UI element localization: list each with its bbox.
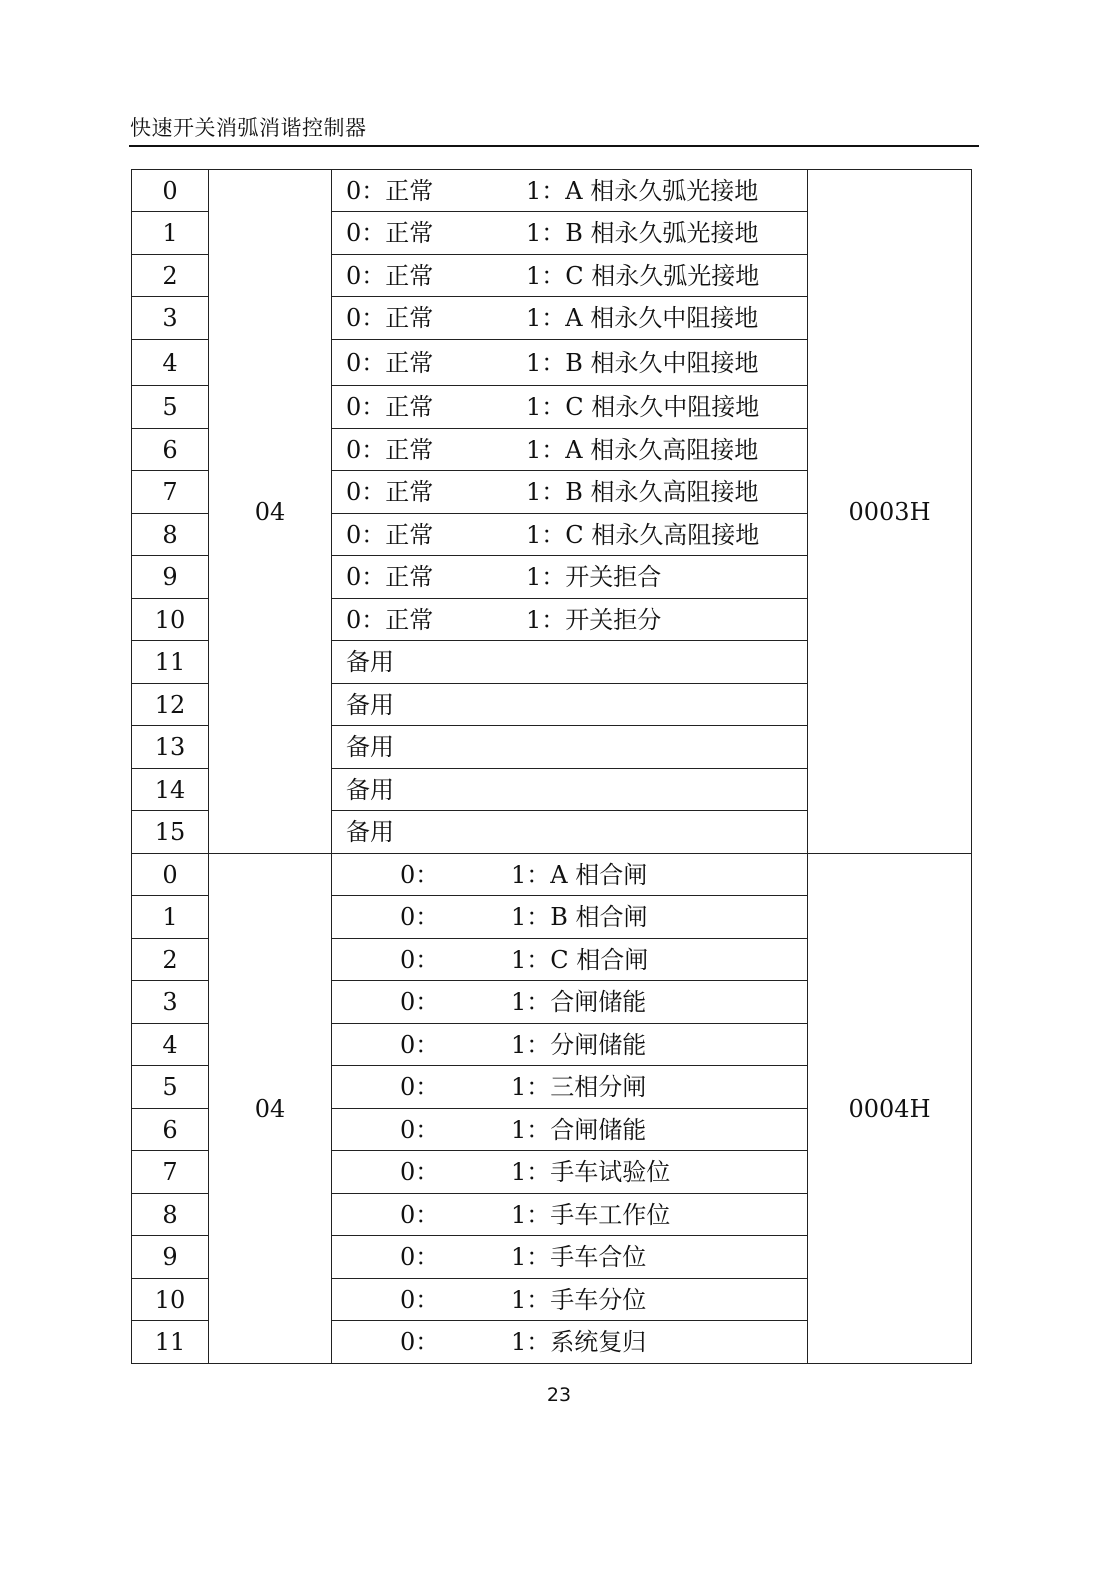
bit-description-cell: [332, 1236, 808, 1279]
state-zero-text: 0：正常: [346, 520, 434, 549]
register-address-cell: 0003H: [808, 170, 972, 854]
state-one-text: 1：开关拒合: [526, 563, 662, 591]
state-zero-text: 0：: [400, 860, 440, 889]
bit-description-cell: [332, 255, 808, 297]
state-zero-text: 备用: [346, 775, 394, 804]
state-one-text: 1：C 相永久中阻接地: [526, 393, 760, 421]
state-zero-text: 0：: [400, 903, 440, 931]
state-one-text: 1：B 相永久弧光接地: [526, 219, 759, 247]
state-one-text: 1：A 相永久中阻接地: [526, 304, 759, 332]
bit-description-cell: [332, 1151, 808, 1194]
state-one-text: 1：三相分闸: [511, 1073, 647, 1101]
state-zero-text: 0：正常: [346, 348, 434, 377]
bit-description-cell: [332, 896, 808, 939]
register-table: [131, 169, 972, 1364]
bit-cell: 15: [132, 811, 209, 854]
state-zero-text: 0：正常: [346, 261, 434, 290]
state-zero-text: 0：正常: [346, 605, 434, 634]
state-zero-text: 0：正常: [346, 176, 434, 205]
bit-cell: 9: [132, 556, 209, 599]
state-one-text: 1：A 相合闸: [511, 860, 648, 889]
state-zero-text: 0：: [400, 1115, 440, 1144]
state-zero-text: 0：正常: [346, 478, 434, 506]
bit-cell: 2: [132, 939, 209, 981]
state-one-text: 1：A 相永久弧光接地: [526, 176, 759, 205]
bit-description-cell: [332, 684, 808, 726]
bit-description-cell: [332, 170, 808, 212]
document-title: 快速开关消弧消谐控制器: [130, 116, 367, 140]
state-zero-text: 0：: [400, 1200, 440, 1229]
function-code-cell: 04: [209, 170, 332, 854]
state-one-text: 1：分闸储能: [511, 1030, 647, 1059]
bit-description-cell: [332, 1024, 808, 1066]
bit-description-cell: [332, 939, 808, 981]
bit-cell: 9: [132, 1236, 209, 1279]
bit-description-cell: [332, 297, 808, 340]
bit-description-cell: [332, 471, 808, 514]
bit-description-cell: [332, 340, 808, 386]
state-one-text: 1：B 相永久高阻接地: [526, 478, 759, 506]
register-address-cell: 0004H: [808, 854, 972, 1364]
bit-cell: 8: [132, 514, 209, 556]
state-one-text: 1：B 相永久中阻接地: [526, 348, 759, 377]
state-one-text: 1：B 相合闸: [511, 903, 648, 931]
bit-cell: 4: [132, 1024, 209, 1066]
state-one-text: 1：C 相合闸: [511, 945, 649, 974]
state-zero-text: 0：: [400, 988, 440, 1016]
bit-description-cell: [332, 769, 808, 811]
bit-cell: 13: [132, 726, 209, 769]
bit-description-cell: [332, 1066, 808, 1109]
state-one-text: 1：合闸储能: [511, 988, 647, 1016]
header-divider: [129, 145, 979, 147]
bit-cell: 2: [132, 255, 209, 297]
state-zero-text: 备用: [346, 690, 394, 719]
bit-description-cell: [332, 212, 808, 255]
bit-description-cell: [332, 386, 808, 429]
state-one-text: 1：系统复归: [511, 1328, 647, 1356]
state-one-text: 1：手车合位: [511, 1243, 647, 1271]
bit-cell: 10: [132, 1279, 209, 1321]
bit-cell: 12: [132, 684, 209, 726]
state-zero-text: 0：: [400, 1243, 440, 1271]
state-zero-text: 备用: [346, 648, 394, 676]
bit-description-cell: [332, 811, 808, 854]
state-zero-text: 0：正常: [346, 304, 434, 332]
bit-description-cell: [332, 641, 808, 684]
state-one-text: 1：C 相永久高阻接地: [526, 520, 760, 549]
state-one-text: 1：手车试验位: [511, 1158, 671, 1186]
bit-description-cell: [332, 854, 808, 896]
bit-cell: 7: [132, 1151, 209, 1194]
bit-cell: 0: [132, 854, 209, 896]
bit-description-cell: [332, 1321, 808, 1364]
bit-cell: 1: [132, 896, 209, 939]
bit-cell: 10: [132, 599, 209, 641]
bit-cell: 0: [132, 170, 209, 212]
bit-cell: 3: [132, 297, 209, 340]
state-zero-text: 0：正常: [346, 393, 434, 421]
bit-cell: 4: [132, 340, 209, 386]
state-zero-text: 备用: [346, 733, 394, 761]
state-one-text: 1：手车分位: [511, 1285, 647, 1314]
bit-cell: 6: [132, 1109, 209, 1151]
bit-cell: 5: [132, 1066, 209, 1109]
bit-cell: 3: [132, 981, 209, 1024]
bit-cell: 5: [132, 386, 209, 429]
bit-cell: 6: [132, 429, 209, 471]
state-zero-text: 备用: [346, 818, 394, 846]
bit-description-cell: [332, 726, 808, 769]
state-one-text: 1：A 相永久高阻接地: [526, 435, 759, 464]
state-zero-text: 0：: [400, 1030, 440, 1059]
state-one-text: 1：开关拒分: [526, 605, 662, 634]
bit-description-cell: [332, 514, 808, 556]
state-zero-text: 0：正常: [346, 563, 434, 591]
bit-description-cell: [332, 1279, 808, 1321]
bit-description-cell: [332, 1109, 808, 1151]
state-one-text: 1：手车工作位: [511, 1200, 671, 1229]
table-row: [132, 854, 972, 896]
bit-description-cell: [332, 981, 808, 1024]
bit-description-cell: [332, 556, 808, 599]
bit-cell: 14: [132, 769, 209, 811]
bit-cell: 7: [132, 471, 209, 514]
bit-cell: 11: [132, 641, 209, 684]
state-one-text: 1：合闸储能: [511, 1115, 647, 1144]
page-number: 23: [546, 1384, 572, 1406]
state-zero-text: 0：: [400, 1073, 440, 1101]
state-zero-text: 0：: [400, 1285, 440, 1314]
state-zero-text: 0：: [400, 945, 440, 974]
state-zero-text: 0：: [400, 1158, 440, 1186]
bit-description-cell: [332, 599, 808, 641]
bit-cell: 11: [132, 1321, 209, 1364]
bit-cell: 1: [132, 212, 209, 255]
bit-cell: 8: [132, 1194, 209, 1236]
state-zero-text: 0：正常: [346, 435, 434, 464]
state-zero-text: 0：: [400, 1328, 440, 1356]
table-row: [132, 170, 972, 212]
state-one-text: 1：C 相永久弧光接地: [526, 261, 760, 290]
bit-description-cell: [332, 429, 808, 471]
function-code-cell: 04: [209, 854, 332, 1364]
bit-description-cell: [332, 1194, 808, 1236]
state-zero-text: 0：正常: [346, 219, 434, 247]
